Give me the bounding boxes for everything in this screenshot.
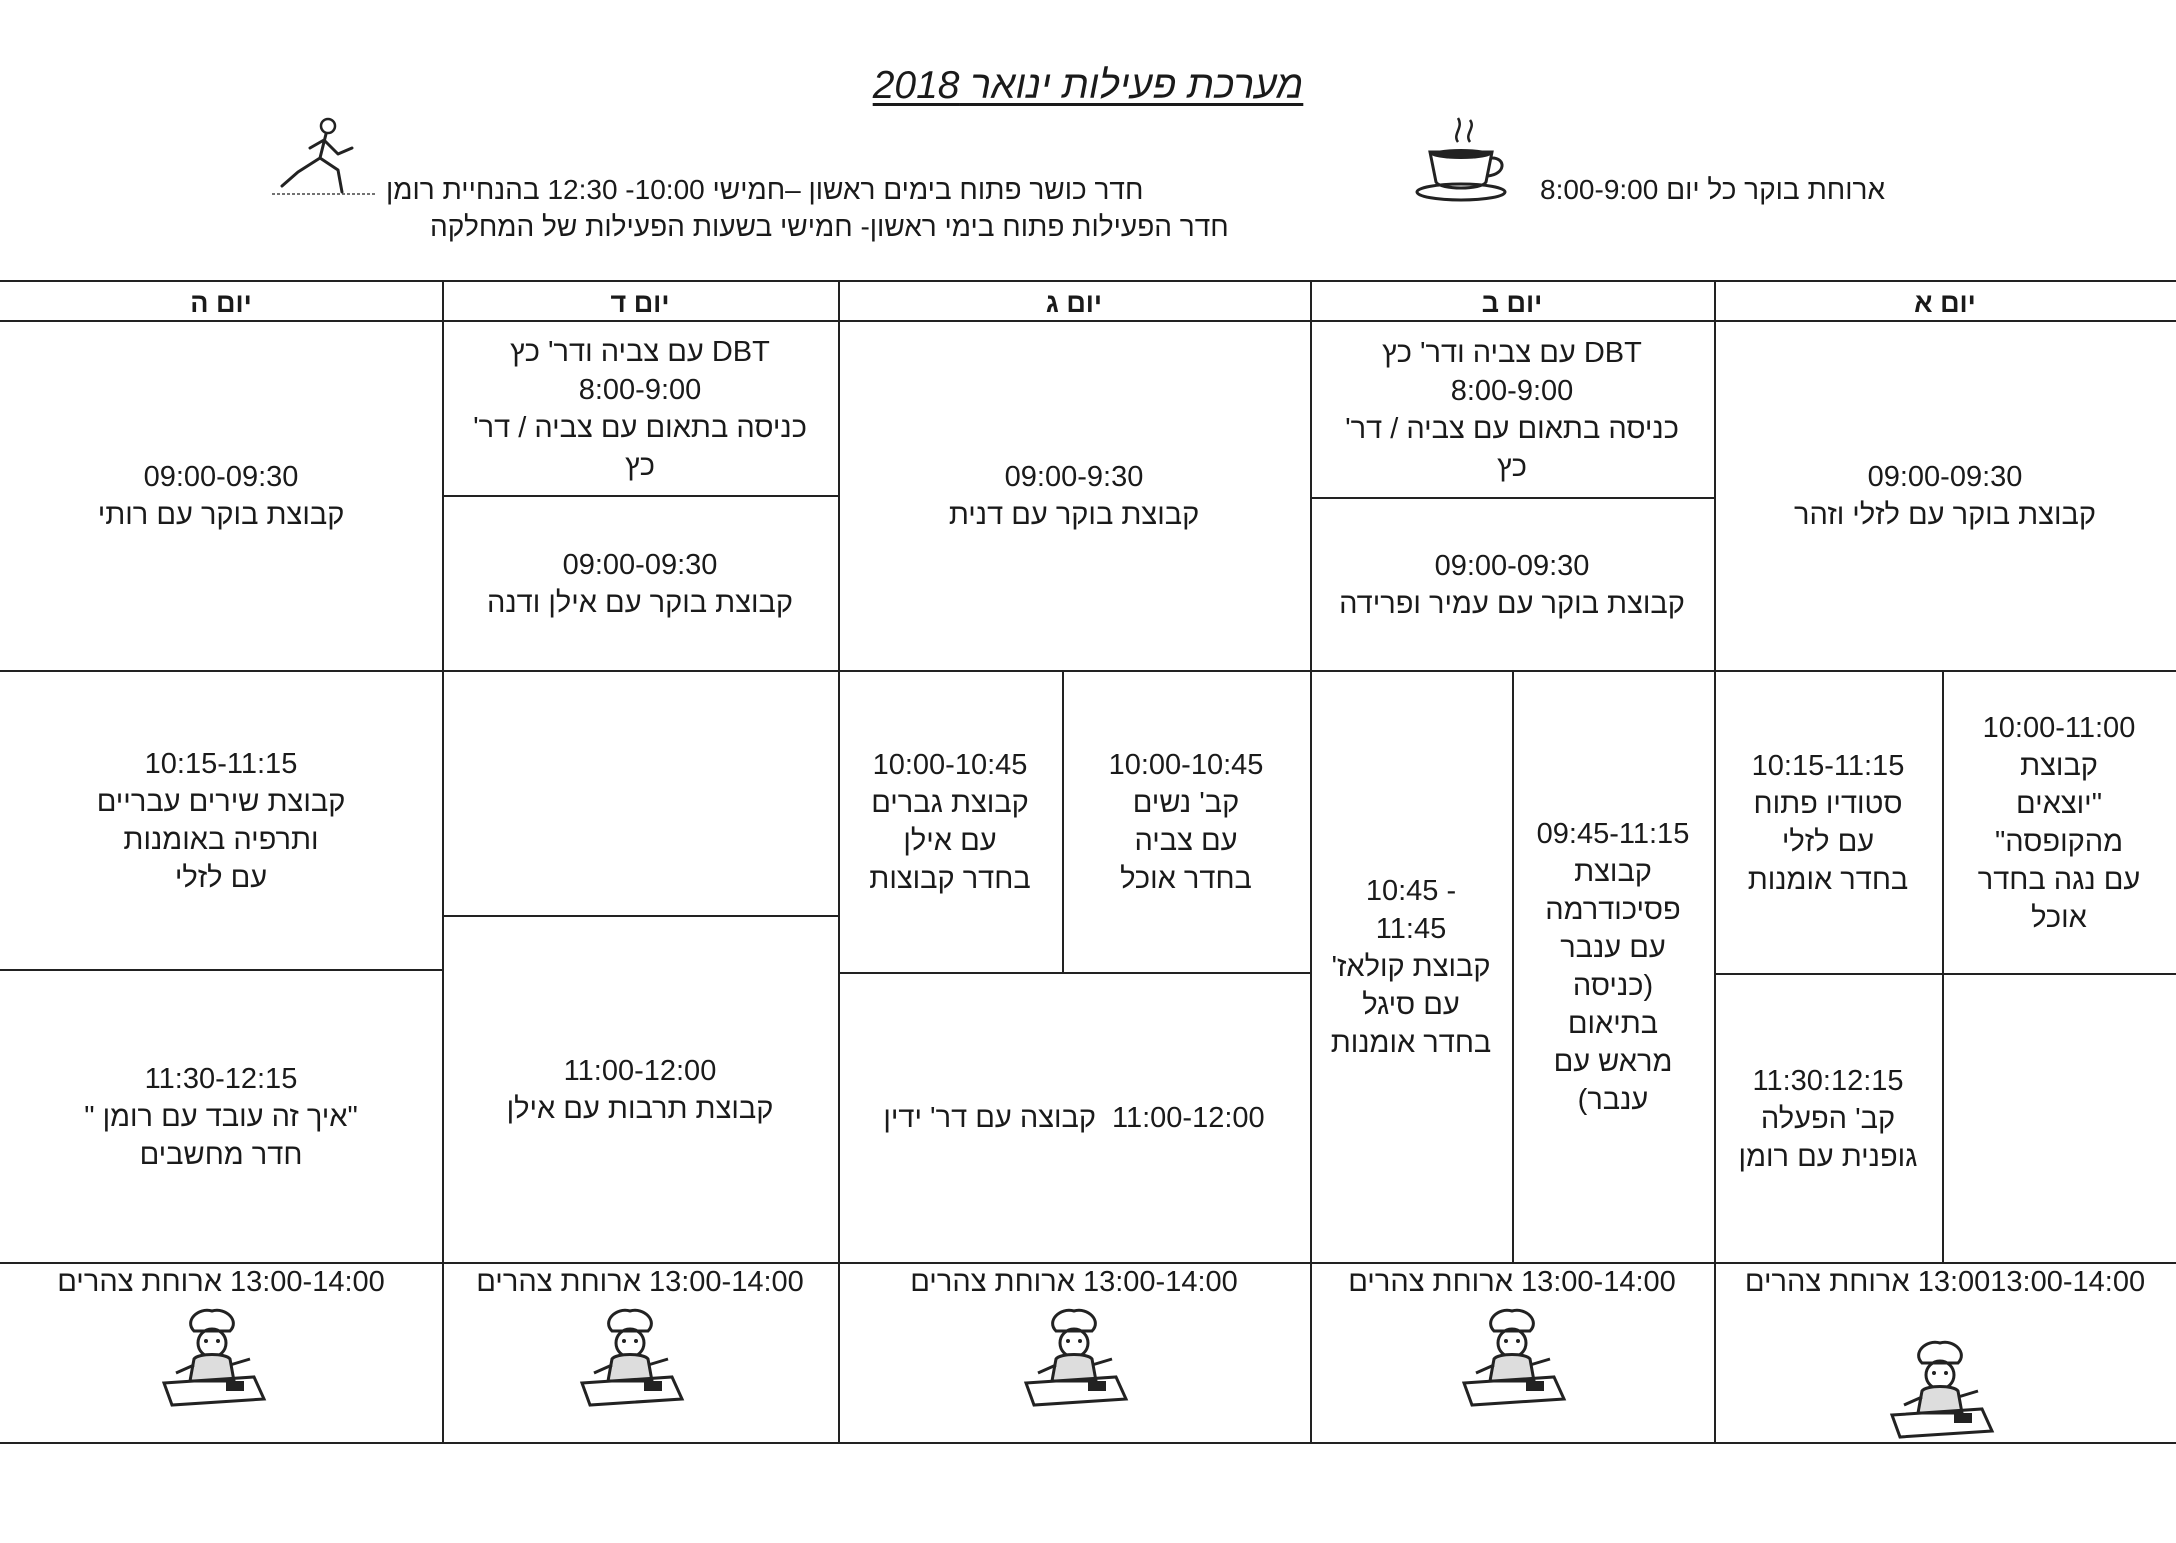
day-header-thursday: יום ה [190, 288, 252, 318]
mon-dbt-group: DBT עם צביה ודר' כץ 8:00-9:00 כניסה בתאום עם צביה / דר' כץ [1345, 336, 1679, 483]
gym-hours-info: חדר כושר פתוח בימים ראשון –חמישי 10:00- 12:30 בהנחיית רומן [386, 174, 1144, 205]
tue-women-group: 10:00-10:45 קב' נשים עם צביה בחדר אוכל [1108, 749, 1264, 895]
day-header-monday: יום ב [1481, 288, 1543, 318]
day-header-wednesday: יום ד [610, 288, 670, 318]
wed-dbt-group: DBT עם צביה ודר' כץ 8:00-9:00 כניסה בתאום עם צביה / דר' כץ [473, 335, 807, 482]
mon-morning-group: 09:00-09:30 קבוצת בוקר עם עמיר ופרידה [1339, 549, 1685, 620]
lunch-tuesday: 13:00-14:00 ארוחת צהרים [910, 1266, 1238, 1298]
page-title: מערכת פעילות ינואר 2018 [872, 64, 1304, 107]
wed-morning-group: 09:00-09:30 קבוצת בוקר עם אילן ודנה [487, 548, 793, 619]
lunch-thursday: 13:00-14:00 ארוחת צהרים [57, 1266, 385, 1298]
day-header-tuesday: יום ג [1045, 288, 1103, 318]
sun-out-of-box-group: 10:00-11:00 קבוצת "יוצאים מהקופסה" עם נגה בחדר אוכל [1977, 712, 2141, 934]
wed-culture-group: 11:00-12:00 קבוצת תרבות עם אילן [506, 1054, 774, 1125]
chef-icon [154, 1303, 270, 1409]
sun-open-studio: 10:15-11:15 סטודיו פתוח עם לזלי בחדר אומנות [1747, 750, 1909, 896]
chef-icon [1882, 1335, 1998, 1441]
lunch-wednesday: 13:00-14:00 ארוחת צהרים [476, 1266, 804, 1298]
mon-psychodrama-group: 09:45-11:15 קבוצת פסיכודרמה עם ענבר (כניסה בתיאום מראש עם ענבר) [1536, 818, 1690, 1116]
mon-collage-group: 10:45 - 11:45 קבוצת קולאז' עם סיגל בחדר אומנות [1330, 875, 1492, 1059]
tue-men-group: 10:00-10:45 קבוצת גברים עם אילן בחדר קבוצות [869, 749, 1031, 895]
thu-morning-group: 09:00-09:30 קבוצת בוקר עם רותי [97, 461, 345, 531]
coffee-cup-icon [1412, 112, 1512, 206]
chef-icon [1454, 1303, 1570, 1409]
runner-icon [268, 112, 380, 198]
day-header-sunday: יום א [1914, 288, 1976, 318]
lunch-sunday: 13:0013:00-14:00 ארוחת צהרים [1744, 1266, 2146, 1298]
activity-room-info: חדר הפעילות פתוח בימי ראשון- חמישי בשעות הפעילות של המחלקה [430, 211, 1229, 242]
breakfast-info: ארוחת בוקר כל יום 8:00-9:00 [1540, 174, 1886, 205]
sun-physical-activity: 11:30:12:15 קב' הפעלה גופנית עם רומן [1738, 1064, 1918, 1173]
thu-songs-group: 10:15-11:15 קבוצת שירים עבריים ותרפיה באומנות עם לזלי [96, 747, 346, 894]
tue-morning-group: 09:00-9:30 קבוצת בוקר עם דנית [948, 461, 1200, 531]
chef-icon [1016, 1303, 1132, 1409]
lunch-monday: 13:00-14:00 ארוחת צהרים [1348, 1266, 1676, 1298]
tue-dr-yadin-group: קבוצה עם דר' ידין 11:00-12:00 [883, 1102, 1265, 1134]
chef-icon [572, 1303, 688, 1409]
thu-roman-group: 11:30-12:15 "איך זה עובד עם רומן " חדר מחשבים [84, 1062, 358, 1171]
sun-morning-group: 09:00-09:30 קבוצת בוקר עם לזלי וזהר [1794, 461, 2096, 531]
